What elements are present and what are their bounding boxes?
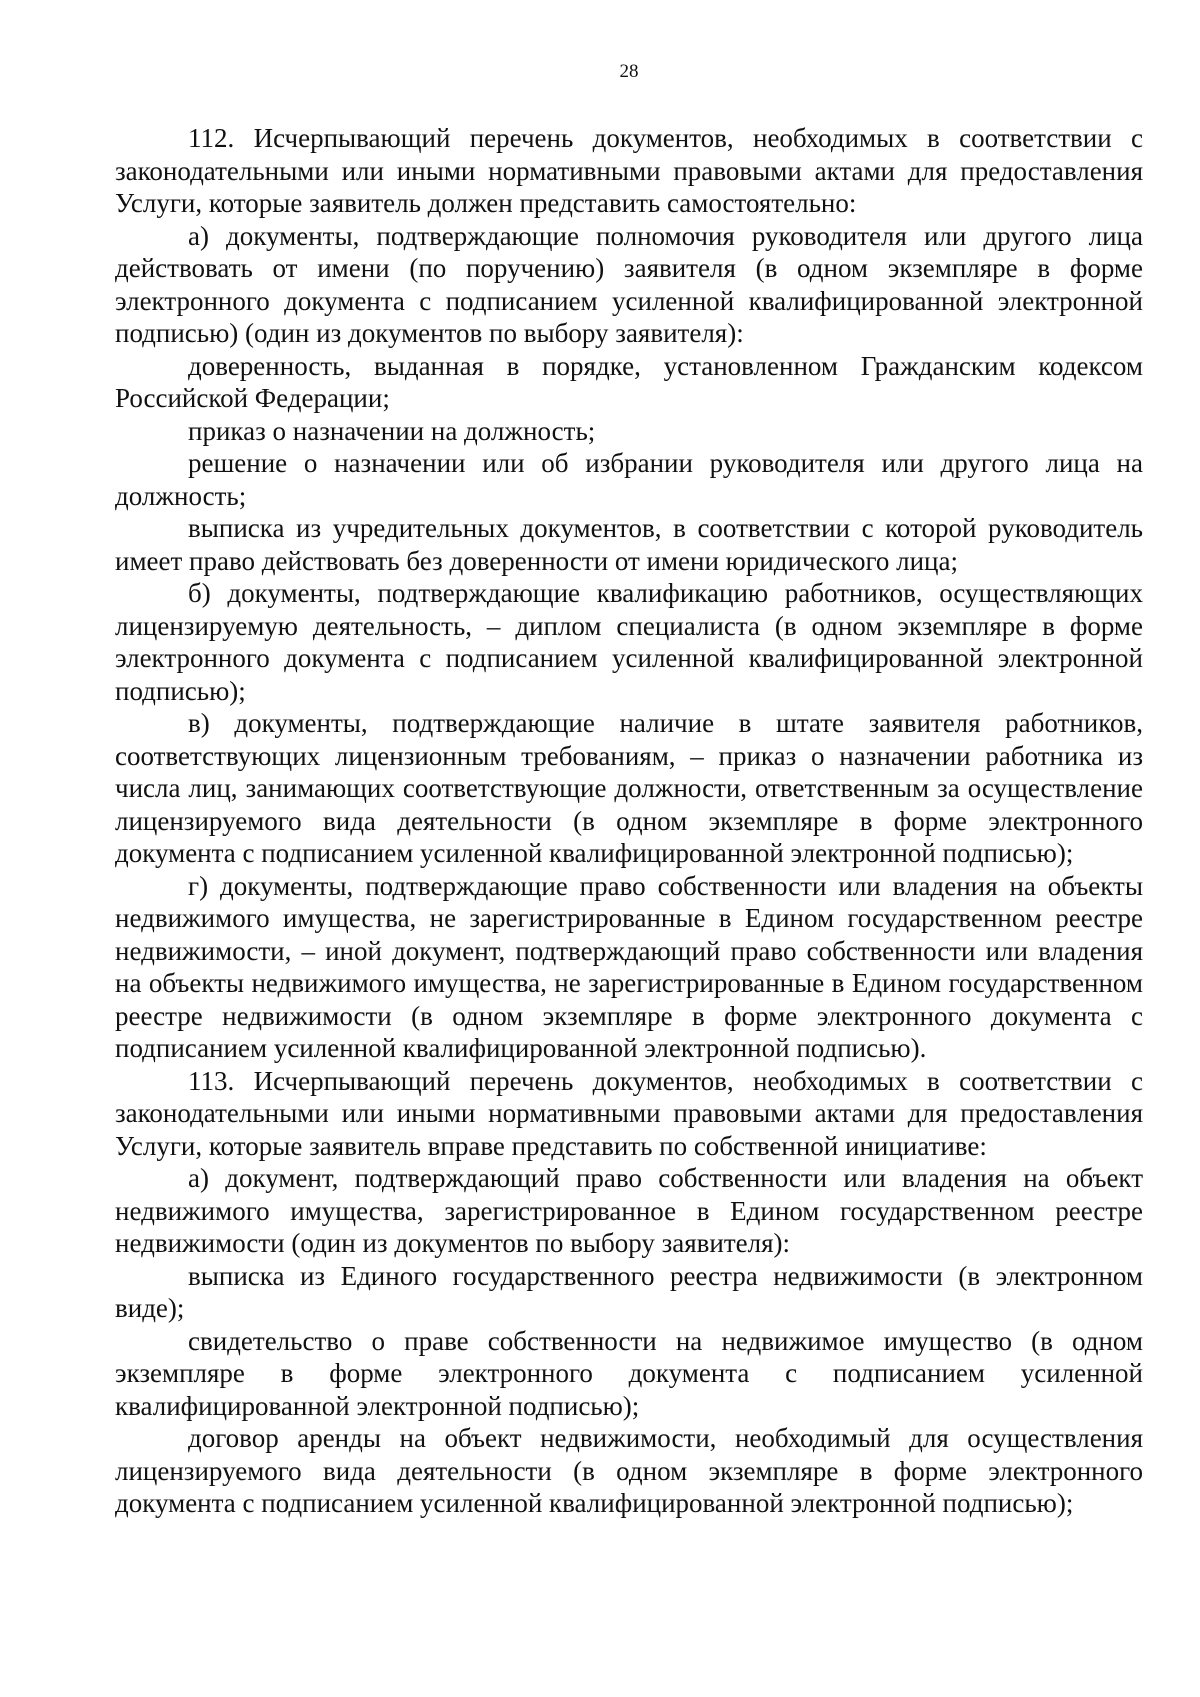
paragraph-ownership-certificate: свидетельство о праве собственности на недвижимое имущество (в одном экземпляре в форме электронного документа с подписанием усиленной квалифицированной электронной подписью);	[115, 1325, 1143, 1421]
paragraph-112-v: в) документы, подтверждающие наличие в штате заявителя работников, соответствующих лицензионным требованиям, – приказ о назначении работника из числа лиц, занимающих соответствующие должности, ответственным за осуществление лицензируемого вида деятельности (в одном экземпляре в форме электронного документа с подписанием усиленной квалифицированной электронной подписью);	[115, 708, 1143, 868]
paragraph-113-intro: 113. Исчерпывающий перечень документов, необходимых в соответствии с законодательными или иными нормативными правовыми актами для предоставления Услуги, которые заявитель вправе представить по собственной инициативе:	[115, 1065, 1143, 1161]
paragraph-power-of-attorney: доверенность, выданная в порядке, установленном Гражданским кодексом Российской Федерации;	[115, 350, 1143, 413]
paragraph-112-b: б) документы, подтверждающие квалификацию работников, осуществляющих лицензируемую деятельность, – диплом специалиста (в одном экземпляре в форме электронного документа с подписанием усиленной квалифицированной электронной подписью);	[115, 578, 1143, 706]
paragraph-112-a: а) документы, подтверждающие полномочия руководителя или другого лица действовать от имени (по поручению) заявителя (в одном экземпляре в форме электронного документа с подписанием усиленной квалифицированной электронной подписью) (один из документов по выбору заявителя):	[115, 220, 1143, 348]
paragraph-112-intro: 112. Исчерпывающий перечень документов, необходимых в соответствии с законодательными или иными нормативными правовыми актами для предоставления Услуги, которые заявитель должен представить самостоятельно:	[115, 123, 1143, 218]
paragraph-appointment-order: приказ о назначении на должность;	[188, 415, 596, 446]
paragraph-113-a: а) документ, подтверждающий право собственности или владения на объект недвижимого имущества, зарегистрированное в Едином государственном реестре недвижимости (один из документов по выбору заявителя):	[115, 1163, 1143, 1258]
paragraph-constituent-extract: выписка из учредительных документов, в соответствии с которой руководитель имеет право действовать без доверенности от имени юридического лица;	[115, 513, 1143, 576]
paragraph-lease-agreement: договор аренды на объект недвижимости, необходимый для осуществления лицензируемого вида деятельности (в одном экземпляре в форме электронного документа с подписанием усиленной квалифицированной электронной подписью);	[115, 1423, 1143, 1518]
paragraph-112-g: г) документы, подтверждающие право собственности или владения на объекты недвижимого имущества, не зарегистрированные в Едином государственном реестре недвижимости, – иной документ, подтверждающий право собственности или владения на объекты недвижимого имущества, не зарегистрированные в Едином государственном реестре недвижимости (в одном экземпляре в форме электронного документа с подписанием усиленной квалифицированной электронной подписью).	[115, 870, 1143, 1063]
document-page	[115, 60, 1143, 1520]
paragraph-appointment-decision: решение о назначении или об избрании руководителя или другого лица на должность;	[115, 448, 1143, 511]
page-number: 28	[619, 61, 639, 82]
paragraph-registry-extract: выписка из Единого государственного реестра недвижимости (в электронном виде);	[115, 1260, 1143, 1323]
